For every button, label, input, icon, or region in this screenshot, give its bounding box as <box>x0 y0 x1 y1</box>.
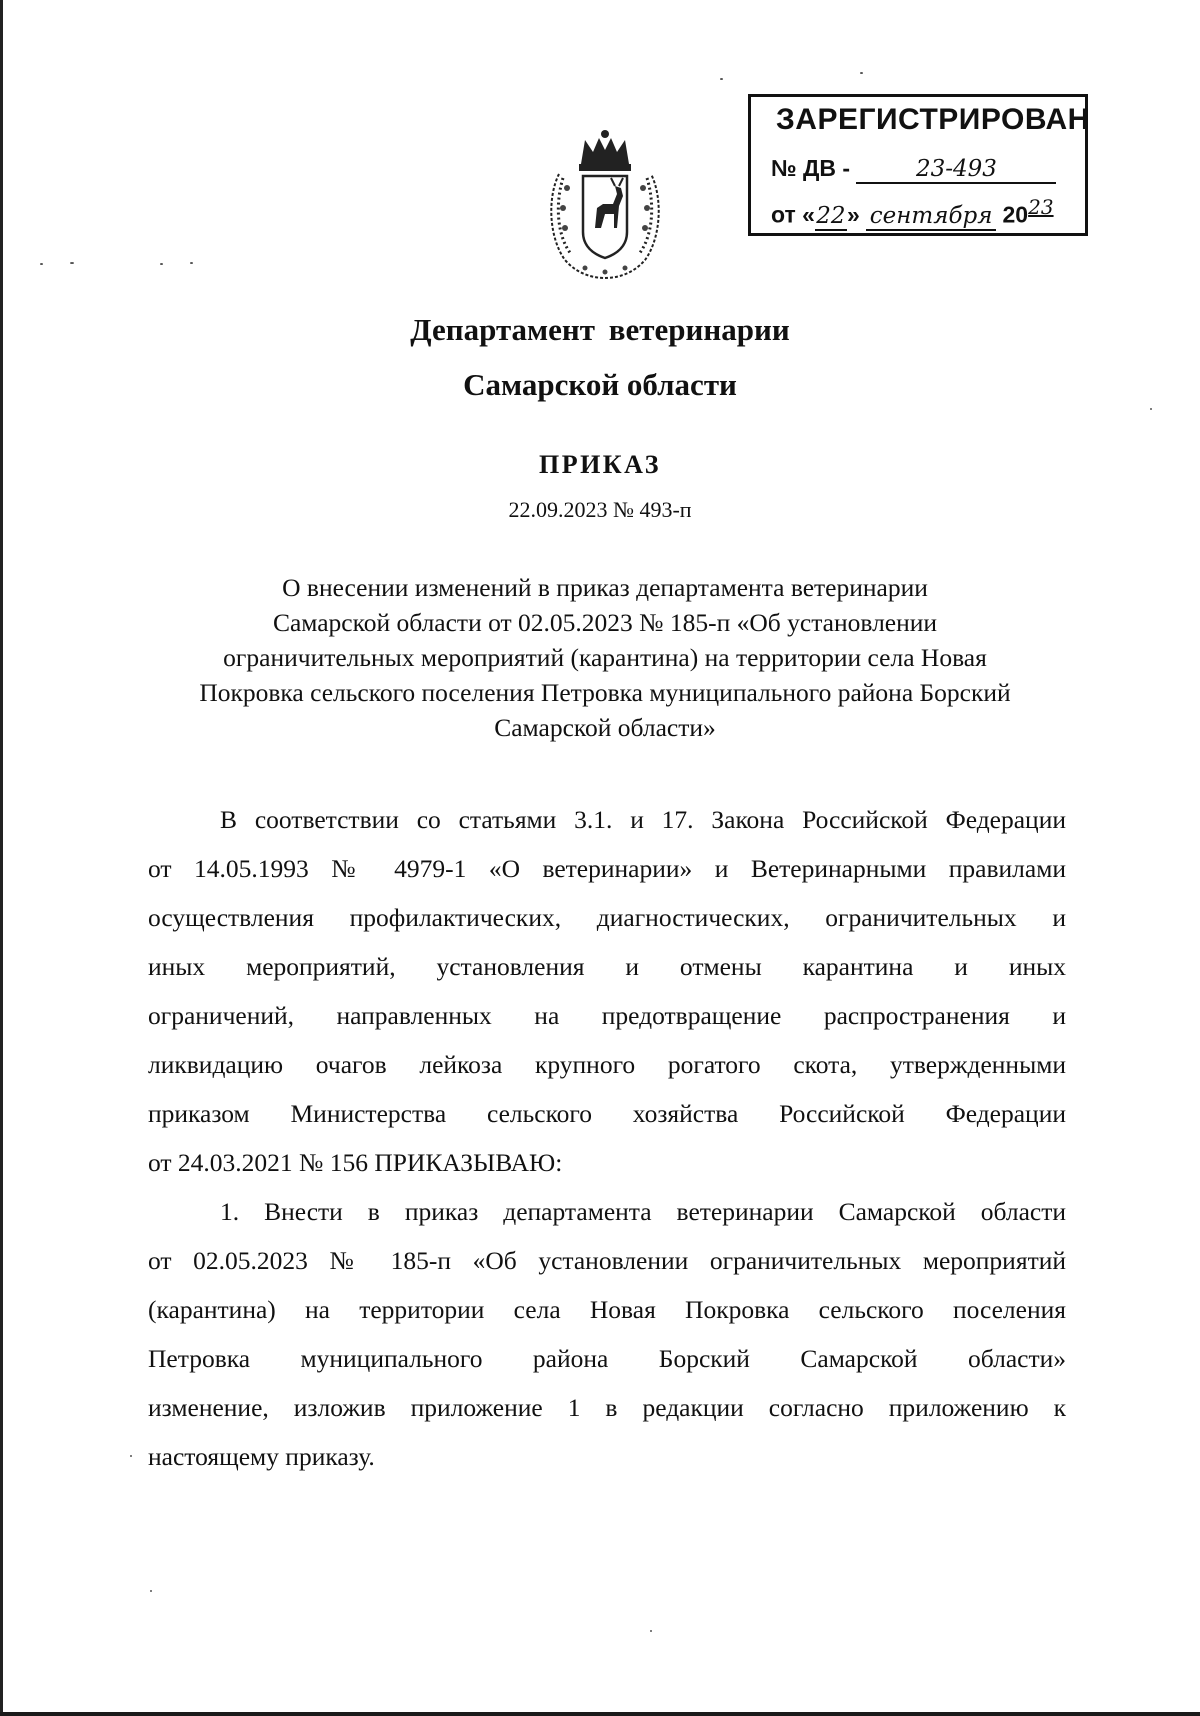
registration-stamp <box>748 94 1088 236</box>
stamp-day-close: » <box>846 201 860 228</box>
org-name-line2: Самарской области <box>463 367 737 402</box>
scan-edge <box>0 0 3 1716</box>
stamp-number-handwritten: 23-493 <box>856 156 1056 184</box>
paragraph-line: ликвидацию очагов лейкоза крупного рогатого скота, утвержденными <box>148 1050 1066 1079</box>
paragraph-line: ограничений, направленных на предотвращение распространения и <box>148 1001 1066 1030</box>
order-body <box>148 795 1066 1481</box>
paragraph-line: изменение, изложив приложение 1 в редакции согласно приложению к <box>148 1393 1066 1422</box>
scan-speck <box>1150 408 1152 410</box>
stamp-title: ЗАРЕГИСТРИРОВАН <box>776 103 1090 136</box>
paragraph-line: Петровка муниципального района Борский Самарской области» <box>148 1344 1066 1373</box>
stamp-number-row <box>771 155 1056 184</box>
paragraph-line: от 02.05.2023 № 185-п «Об установлении ограничительных мероприятий <box>148 1246 1066 1275</box>
title-line: О внесении изменений в приказ департамента ветеринарии <box>282 573 928 602</box>
scan-speck <box>40 263 43 265</box>
document-date-number: 22.09.2023 № 493-п <box>508 497 692 522</box>
scan-speck <box>860 72 863 74</box>
scan-edge <box>0 1712 1200 1716</box>
paragraph-line: 1. Внести в приказ департамента ветеринарии Самарской области <box>220 1197 1066 1226</box>
scan-speck <box>650 1630 652 1632</box>
org-name-line1: Департамент ветеринарии <box>410 312 790 347</box>
title-line: Самарской области» <box>494 713 716 742</box>
paragraph-line: иных мероприятий, установления и отмены карантина и иных <box>148 952 1066 981</box>
scan-speck <box>70 262 74 264</box>
title-line: Покровка сельского поселения Петровка муниципального района Борский <box>199 678 1011 707</box>
paragraph-line: приказом Министерства сельского хозяйства Российской Федерации <box>148 1099 1066 1128</box>
stamp-number-prefix: № ДВ - <box>771 155 851 181</box>
stamp-day-handwritten: 22 <box>816 202 846 229</box>
scan-speck <box>130 1455 132 1457</box>
paragraph-line: настоящему приказу. <box>148 1442 375 1471</box>
samara-coat-of-arms-icon <box>545 128 665 280</box>
stamp-date-row <box>771 195 1054 231</box>
order-title <box>140 570 1070 745</box>
scan-speck <box>190 262 193 264</box>
preamble-paragraph <box>148 795 1066 1187</box>
stamp-month-handwritten: сентября <box>866 203 996 231</box>
stamp-date-prefix: от « <box>771 201 815 228</box>
paragraph-line: (карантина) на территории села Новая Покровка сельского поселения <box>148 1295 1066 1324</box>
title-line: ограничительных мероприятий (карантина) на территории села Новая <box>223 643 987 672</box>
paragraph-line: осуществления профилактических, диагностических, ограничительных и <box>148 903 1066 932</box>
document-type: ПРИКАЗ <box>538 450 662 479</box>
paragraph-line: от 24.03.2021 № 156 ПРИКАЗЫВАЮ: <box>148 1148 563 1177</box>
stamp-year-prefix: 20 <box>1002 201 1029 228</box>
item-1-paragraph <box>148 1187 1066 1481</box>
scan-speck <box>150 1590 152 1592</box>
stamp-year-handwritten: 23 <box>1028 195 1054 219</box>
scan-speck <box>160 263 163 265</box>
scan-speck <box>720 78 723 80</box>
title-line: Самарской области от 02.05.2023 № 185-п «Об установлении <box>272 608 938 637</box>
paragraph-line: от 14.05.1993 № 4979-1 «О ветеринарии» и Ветеринарными правилами <box>148 854 1066 883</box>
paragraph-line: В соответствии со статьями 3.1. и 17. Закона Российской Федерации <box>220 805 1066 834</box>
